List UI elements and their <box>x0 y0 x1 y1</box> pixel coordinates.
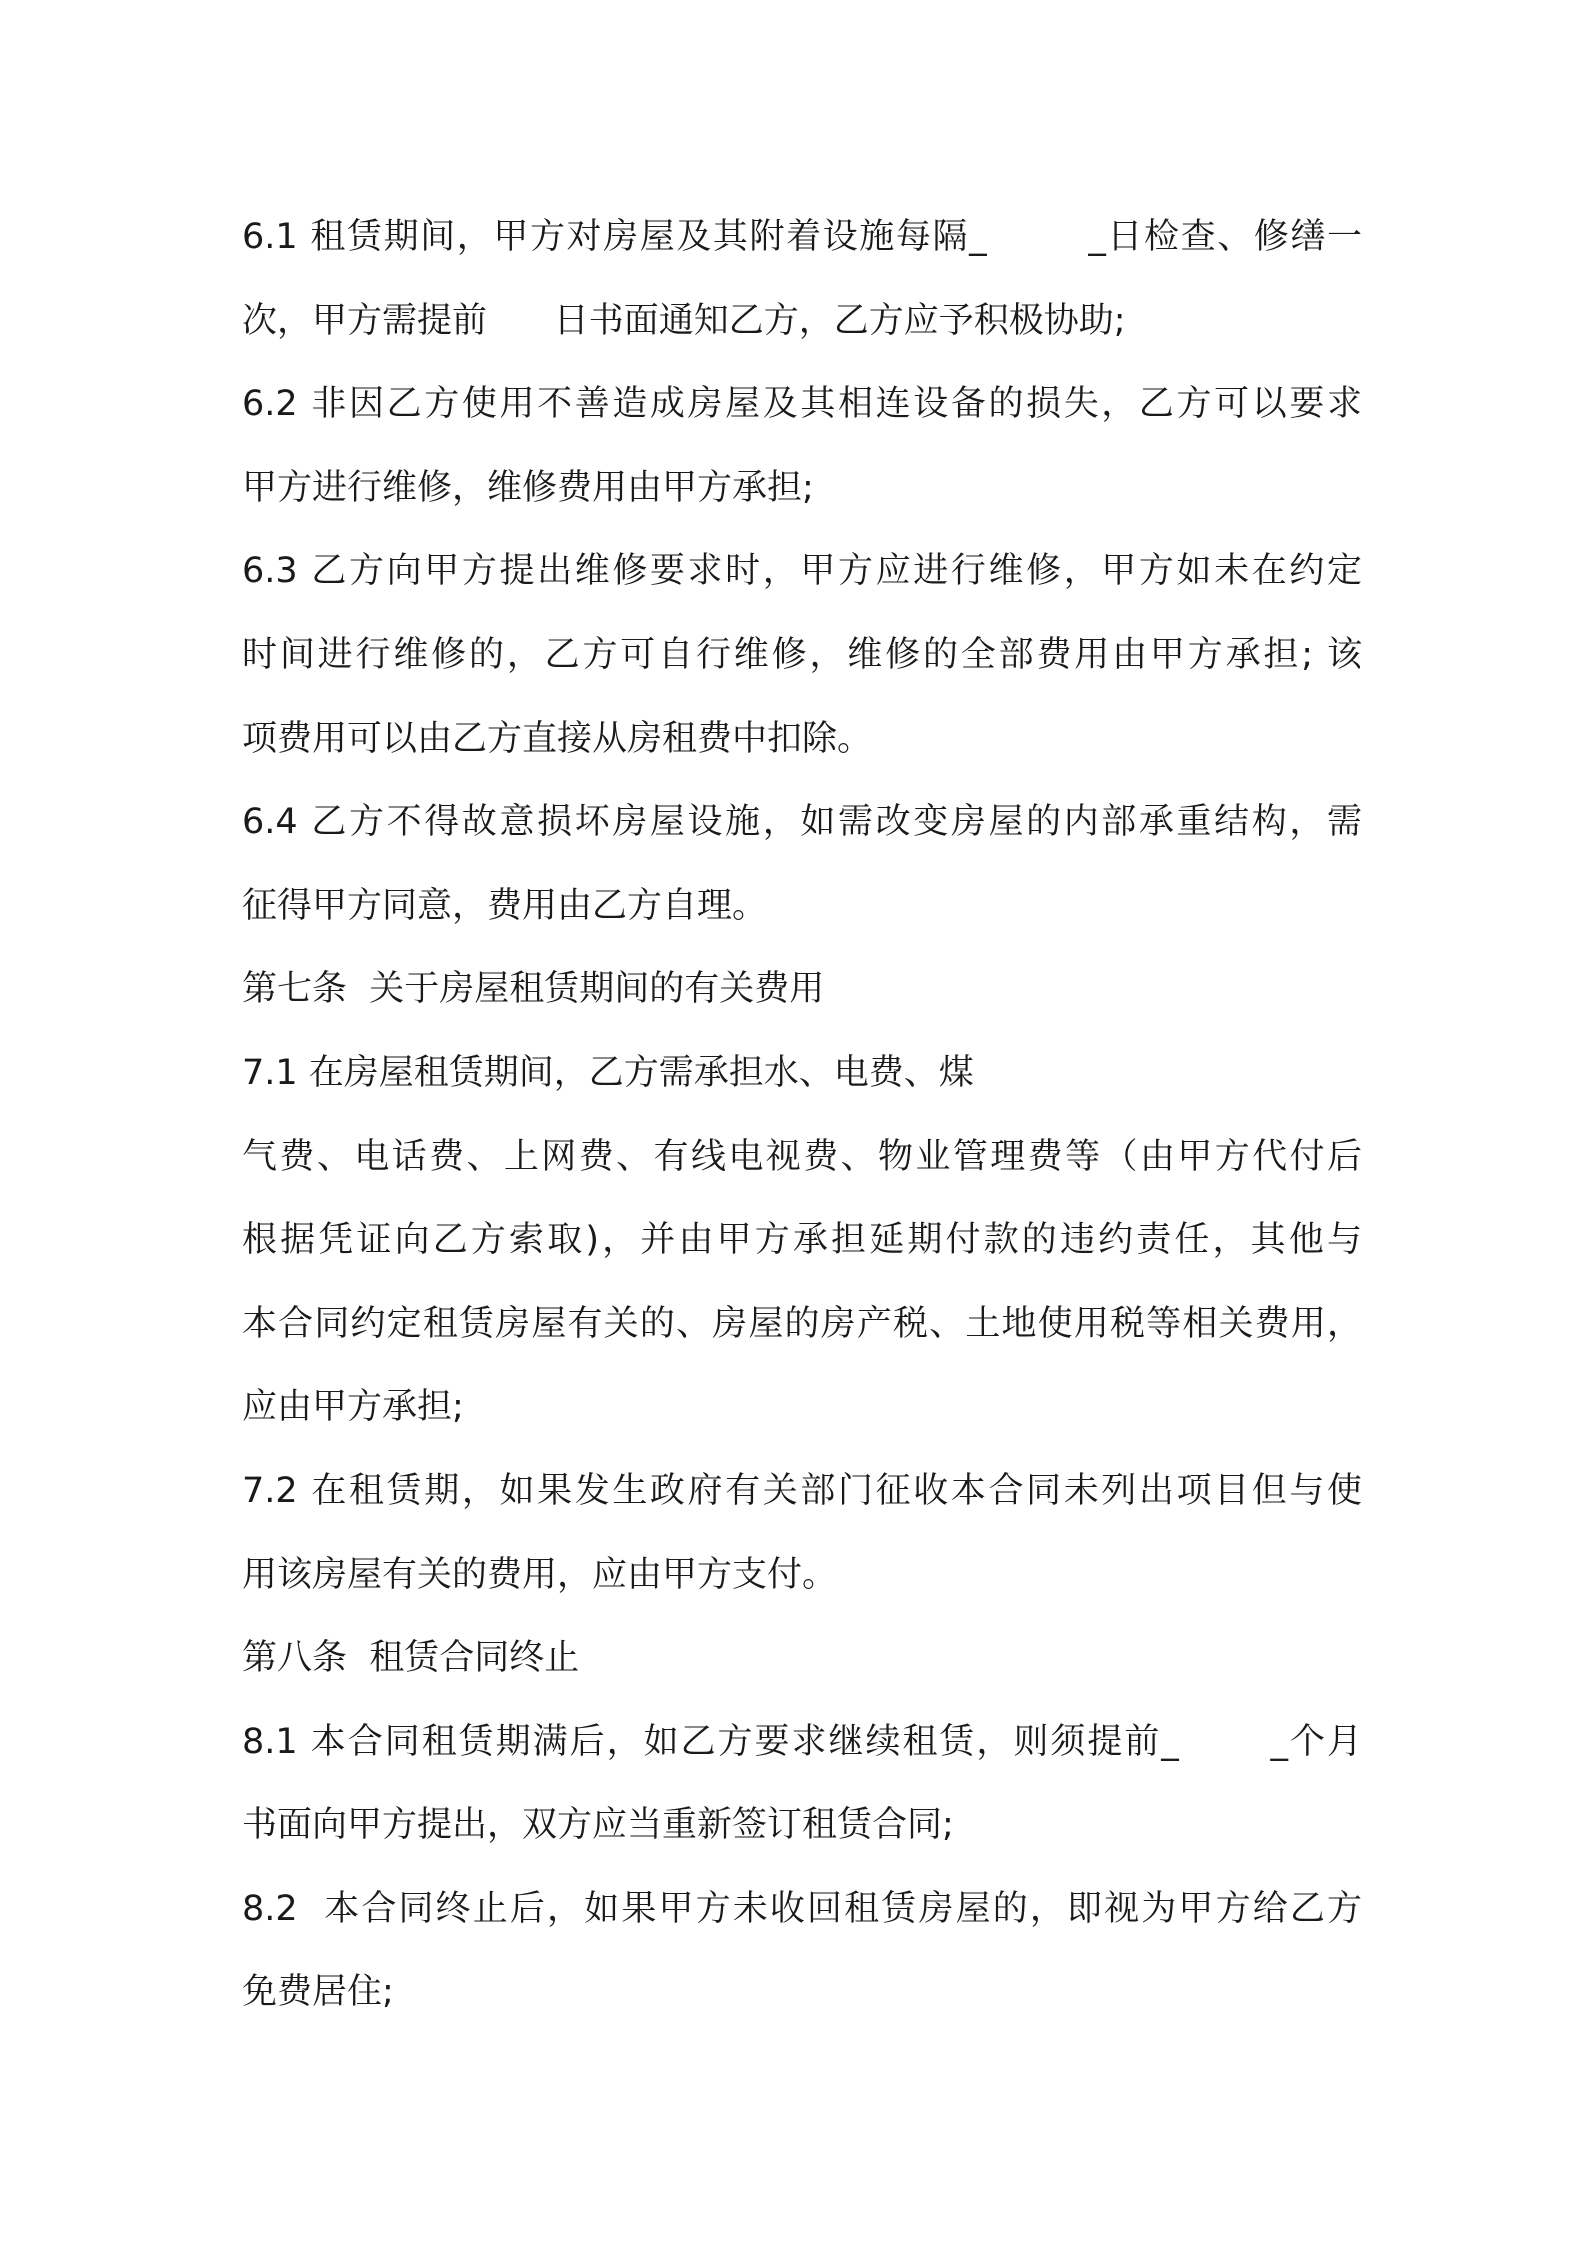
clause-6-4-line-1: 6.4 乙方不得故意损坏房屋设施，如需改变房屋的内部承重结构，需 <box>242 802 1362 843</box>
clause-6-3-line-3: 项费用可以由乙方直接从房租费中扣除。 <box>242 718 873 759</box>
clause-7-1-line-5: 应由甲方承担; <box>242 1387 464 1428</box>
clause-8-2-line-2: 免费居住; <box>242 1972 394 2013</box>
clause-7-1-line-4: 本合同约定租赁房屋有关的、房屋的房产税、土地使用税等相关费用， <box>242 1303 1362 1344</box>
clause-6-3-line-2: 时间进行维修的，乙方可自行维修，维修的全部费用由甲方承担; 该 <box>242 634 1362 675</box>
article-7-heading: 第七条 关于房屋租赁期间的有关费用 <box>242 969 825 1010</box>
clause-7-2-line-1: 7.2 在租赁期，如果发生政府有关部门征收本合同未列出项目但与使 <box>242 1470 1362 1511</box>
clause-8-2-line-1: 8.2 本合同终止后，如果甲方未收回租赁房屋的，即视为甲方给乙方 <box>242 1888 1362 1929</box>
clause-6-4-line-2: 征得甲方同意，费用由乙方自理。 <box>242 885 768 926</box>
clause-7-1-line-2: 气费、电话费、上网费、有线电视费、物业管理费等（由甲方代付后 <box>242 1136 1362 1177</box>
clause-6-2-line-2: 甲方进行维修，维修费用由甲方承担; <box>242 467 814 508</box>
document-body <box>242 196 1362 2035</box>
clause-7-1-line-3: 根据凭证向乙方索取)，并由甲方承担延期付款的违约责任，其他与 <box>242 1220 1362 1261</box>
clause-8-1-line-2: 书面向甲方提出，双方应当重新签订租赁合同; <box>242 1805 954 1846</box>
clause-6-1-line-2: 次，甲方需提前 日书面通知乙方，乙方应予积极协助; <box>242 300 1126 341</box>
clause-7-1-line-1: 7.1 在房屋租赁期间，乙方需承担水、电费、煤 <box>242 1052 974 1093</box>
clause-6-3-line-1: 6.3 乙方向甲方提出维修要求时，甲方应进行维修，甲方如未在约定 <box>242 551 1362 592</box>
clause-6-1-line-1: 6.1 租赁期间，甲方对房屋及其附着设施每隔_ _日检查、修缮一 <box>242 217 1362 257</box>
clause-7-2-line-2: 用该房屋有关的费用，应由甲方支付。 <box>242 1554 838 1595</box>
clause-8-1-line-1: 8.1 本合同租赁期满后，如乙方要求继续租赁，则须提前_ _个月 <box>242 1721 1362 1762</box>
clause-6-2-line-1: 6.2 非因乙方使用不善造成房屋及其相连设备的损失，乙方可以要求 <box>242 384 1362 425</box>
article-8-heading: 第八条 租赁合同终止 <box>242 1638 580 1679</box>
